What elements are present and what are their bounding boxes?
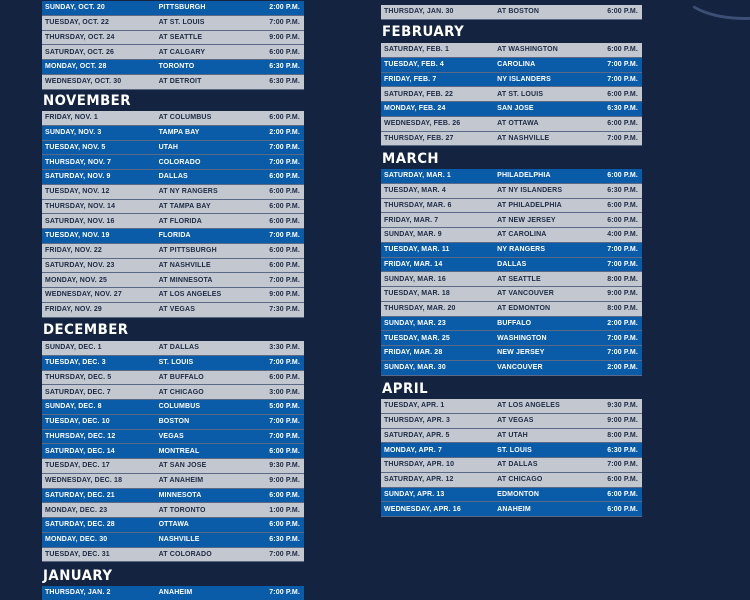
game-date: TUESDAY, MAR. 25 [384, 334, 450, 342]
game-date: FRIDAY, MAR. 14 [384, 260, 443, 268]
game-opponent: ANAHEIM [497, 505, 531, 513]
game-date: SATURDAY, NOV. 9 [45, 173, 111, 181]
game-opponent: AT UTAH [497, 431, 528, 439]
game-time: 6:00 P.M. [269, 188, 300, 196]
march-block [381, 169, 642, 376]
game-time: 7:30 P.M. [269, 306, 300, 314]
game-opponent: TAMPA BAY [158, 129, 200, 137]
game-row [42, 503, 304, 518]
game-date: FRIDAY, NOV. 1 [45, 114, 98, 122]
game-opponent: WASHINGTON [497, 334, 547, 342]
game-opponent: ST. LOUIS [497, 446, 532, 454]
game-time: 6:00 P.M. [269, 48, 300, 56]
decorative-arc [680, 0, 750, 20]
game-opponent: AT SEATTLE [158, 33, 203, 41]
game-row [42, 385, 304, 400]
game-time: 6:30 P.M. [269, 63, 300, 71]
game-opponent: AT LOS ANGELES [158, 291, 222, 299]
game-time: 6:00 P.M. [607, 490, 638, 498]
game-row [42, 273, 304, 288]
game-opponent: VEGAS [158, 432, 184, 440]
game-opponent: AT BOSTON [497, 8, 540, 16]
game-time: 3:00 P.M. [269, 388, 300, 396]
game-opponent: AT NEW JERSEY [497, 216, 556, 224]
game-opponent: AT NY ISLANDERS [497, 187, 563, 195]
game-date: FRIDAY, MAR. 7 [384, 216, 439, 224]
game-date: SATURDAY, DEC. 14 [45, 447, 115, 455]
game-time: 7:00 P.M. [269, 158, 300, 166]
game-row [381, 443, 642, 458]
game-opponent: AT WASHINGTON [497, 46, 558, 54]
game-date: SATURDAY, DEC. 7 [45, 388, 111, 396]
game-opponent: COLORADO [158, 158, 201, 166]
game-row [381, 184, 642, 199]
game-row [42, 244, 304, 259]
game-row [42, 341, 304, 356]
game-date: TUESDAY, DEC. 31 [45, 550, 110, 558]
game-row [381, 73, 642, 88]
game-row [381, 199, 642, 214]
game-time: 9:00 P.M. [607, 290, 638, 298]
game-time: 6:30 P.M. [269, 536, 300, 544]
game-date: THURSDAY, OCT. 24 [45, 33, 115, 41]
game-date: THURSDAY, MAR. 20 [384, 305, 456, 313]
game-row [381, 169, 642, 184]
game-date: SUNDAY, APR. 13 [384, 490, 445, 498]
game-opponent: TORONTO [158, 63, 195, 71]
game-time: 9:00 P.M. [269, 33, 300, 41]
game-time: 6:00 P.M. [269, 202, 300, 210]
game-row [381, 488, 642, 503]
game-date: TUESDAY, NOV. 19 [45, 232, 110, 240]
game-opponent: AT TAMPA BAY [158, 202, 211, 210]
game-date: TUESDAY, DEC. 10 [45, 418, 110, 426]
game-date: THURSDAY, APR. 10 [384, 461, 455, 469]
game-row [381, 287, 642, 302]
game-date: SUNDAY, MAR. 30 [384, 364, 446, 372]
game-date: THURSDAY, JAN. 30 [384, 8, 454, 16]
game-opponent: COLUMBUS [158, 403, 201, 411]
game-opponent: AT VANCOUVER [497, 290, 554, 298]
game-date: THURSDAY, FEB. 27 [384, 134, 454, 142]
game-opponent: PITTSBURGH [158, 4, 206, 12]
game-date: SATURDAY, NOV. 23 [45, 261, 115, 269]
game-row [381, 317, 642, 332]
game-date: THURSDAY, APR. 3 [384, 417, 451, 425]
game-date: TUESDAY, DEC. 17 [45, 462, 110, 470]
game-date: FRIDAY, MAR. 28 [384, 349, 443, 357]
december-block [42, 341, 304, 562]
game-row [381, 414, 642, 429]
game-time: 6:00 P.M. [269, 261, 300, 269]
game-opponent: DALLAS [158, 173, 188, 181]
game-date: SUNDAY, MAR. 16 [384, 275, 446, 283]
game-time: 6:00 P.M. [607, 216, 638, 224]
game-time: 7:00 P.M. [269, 589, 300, 597]
game-opponent: NY ISLANDERS [497, 75, 551, 83]
game-time: 6:30 P.M. [607, 105, 638, 113]
game-opponent: BUFFALO [497, 319, 532, 327]
game-time: 7:00 P.M. [269, 359, 300, 367]
game-opponent: NY RANGERS [497, 246, 546, 254]
game-time: 6:00 P.M. [607, 476, 638, 484]
game-date: FRIDAY, NOV. 29 [45, 306, 102, 314]
game-date: THURSDAY, NOV. 14 [45, 202, 116, 210]
game-time: 6:30 P.M. [607, 187, 638, 195]
game-opponent: EDMONTON [497, 490, 540, 498]
game-time: 7:00 P.M. [607, 246, 638, 254]
game-row [42, 430, 304, 445]
game-date: TUESDAY, NOV. 5 [45, 143, 106, 151]
game-opponent: AT PITTSBURGH [158, 247, 217, 255]
game-opponent: AT SEATTLE [497, 275, 541, 283]
game-date: TUESDAY, OCT. 22 [45, 19, 109, 27]
game-row [42, 356, 304, 371]
game-time: 6:00 P.M. [269, 247, 300, 255]
game-row [381, 132, 642, 147]
game-time: 7:00 P.M. [269, 550, 300, 558]
game-row [381, 58, 642, 73]
game-date: THURSDAY, MAR. 6 [384, 201, 452, 209]
game-time: 6:00 P.M. [269, 447, 300, 455]
game-row [42, 1, 304, 16]
game-time: 2:00 P.M. [269, 4, 300, 12]
month-title-november: NOVEMBER [43, 93, 131, 109]
game-time: 6:00 P.M. [607, 505, 638, 513]
game-time: 9:30 P.M. [269, 462, 300, 470]
game-date: THURSDAY, DEC. 12 [45, 432, 116, 440]
game-opponent: AT NASHVILLE [497, 134, 550, 142]
game-time: 7:00 P.M. [269, 276, 300, 284]
game-opponent: AT NASHVILLE [158, 261, 211, 269]
game-opponent: FLORIDA [158, 232, 191, 240]
game-row [381, 43, 642, 58]
game-date: FRIDAY, FEB. 7 [384, 75, 437, 83]
game-date: TUESDAY, NOV. 12 [45, 188, 110, 196]
game-date: THURSDAY, DEC. 5 [45, 373, 112, 381]
game-row [42, 288, 304, 303]
game-row [42, 75, 304, 90]
game-date: FRIDAY, NOV. 22 [45, 247, 102, 255]
game-date: SATURDAY, FEB. 1 [384, 46, 450, 54]
game-time: 6:30 P.M. [269, 78, 300, 86]
game-date: MONDAY, FEB. 24 [384, 105, 446, 113]
game-time: 6:00 P.M. [607, 172, 638, 180]
game-row [42, 141, 304, 156]
month-title-april: APRIL [382, 381, 429, 397]
game-row [42, 415, 304, 430]
game-opponent: AT ANAHEIM [158, 477, 204, 485]
game-time: 5:00 P.M. [269, 403, 300, 411]
game-row [42, 303, 304, 318]
game-date: WEDNESDAY, OCT. 30 [45, 78, 122, 86]
game-opponent: MINNESOTA [158, 491, 202, 499]
game-date: SATURDAY, MAR. 1 [384, 172, 451, 180]
game-row [42, 586, 304, 600]
game-row [42, 371, 304, 386]
game-row [42, 474, 304, 489]
game-time: 6:00 P.M. [607, 46, 638, 54]
game-opponent: AT DALLAS [158, 344, 200, 352]
game-time: 2:00 P.M. [269, 129, 300, 137]
game-opponent: OTTAWA [158, 521, 189, 529]
game-time: 6:00 P.M. [607, 120, 638, 128]
game-time: 6:00 P.M. [269, 491, 300, 499]
january-end-block [381, 5, 642, 20]
game-date: MONDAY, APR. 7 [384, 446, 442, 454]
game-row [381, 102, 642, 117]
game-opponent: AT CHICAGO [497, 476, 543, 484]
game-date: SATURDAY, APR. 12 [384, 476, 454, 484]
game-opponent: VANCOUVER [497, 364, 543, 372]
game-row [381, 87, 642, 102]
game-time: 7:00 P.M. [269, 418, 300, 426]
game-row [381, 473, 642, 488]
game-opponent: AT FLORIDA [158, 217, 202, 225]
game-opponent: AT TORONTO [158, 506, 206, 514]
game-date: TUESDAY, MAR. 18 [384, 290, 450, 298]
month-title-february: FEBRUARY [382, 24, 465, 40]
game-opponent: AT CALGARY [158, 48, 206, 56]
game-row [381, 5, 642, 20]
game-opponent: SAN JOSE [497, 105, 534, 113]
game-date: WEDNESDAY, DEC. 18 [45, 477, 123, 485]
game-row [42, 111, 304, 126]
game-row [381, 228, 642, 243]
game-row [381, 243, 642, 258]
game-row [381, 258, 642, 273]
game-row [42, 518, 304, 533]
game-date: SATURDAY, OCT. 26 [45, 48, 115, 56]
game-row [381, 361, 642, 376]
january-block [42, 586, 304, 600]
game-row [42, 185, 304, 200]
game-time: 6:00 P.M. [607, 90, 638, 98]
game-opponent: AT OTTAWA [497, 120, 539, 128]
game-time: 3:30 P.M. [269, 344, 300, 352]
game-row [42, 459, 304, 474]
april-block [381, 399, 642, 517]
game-opponent: AT SAN JOSE [158, 462, 207, 470]
game-time: 9:00 P.M. [607, 417, 638, 425]
game-row [42, 155, 304, 170]
month-title-january: JANUARY [43, 568, 113, 584]
game-date: SUNDAY, DEC. 1 [45, 344, 102, 352]
game-opponent: AT PHILADELPHIA [497, 201, 562, 209]
game-date: SUNDAY, MAR. 9 [384, 231, 442, 239]
game-date: TUESDAY, MAR. 4 [384, 187, 446, 195]
game-time: 7:00 P.M. [607, 461, 638, 469]
game-time: 2:00 P.M. [607, 364, 638, 372]
game-row [381, 399, 642, 414]
game-time: 7:00 P.M. [269, 232, 300, 240]
game-row [42, 400, 304, 415]
game-date: SATURDAY, DEC. 21 [45, 491, 115, 499]
game-date: SATURDAY, APR. 5 [384, 431, 450, 439]
game-opponent: AT ST. LOUIS [497, 90, 544, 98]
game-time: 9:00 P.M. [269, 477, 300, 485]
game-row [42, 31, 304, 46]
game-opponent: AT NY RANGERS [158, 188, 218, 196]
game-row [42, 16, 304, 31]
game-date: SUNDAY, OCT. 20 [45, 4, 105, 12]
game-date: TUESDAY, MAR. 11 [384, 246, 450, 254]
game-time: 6:00 P.M. [269, 521, 300, 529]
month-title-march: MARCH [382, 151, 440, 167]
game-date: MONDAY, DEC. 23 [45, 506, 108, 514]
game-date: THURSDAY, JAN. 2 [45, 589, 111, 597]
game-opponent: ST. LOUIS [158, 359, 194, 367]
game-opponent: AT CHICAGO [158, 388, 204, 396]
month-title-december: DECEMBER [43, 322, 129, 338]
game-date: SATURDAY, DEC. 28 [45, 521, 115, 529]
game-row [381, 213, 642, 228]
game-time: 6:00 P.M. [269, 373, 300, 381]
game-opponent: AT VEGAS [158, 306, 196, 314]
game-row [42, 126, 304, 141]
game-time: 9:00 P.M. [269, 291, 300, 299]
game-row [381, 502, 642, 517]
game-row [42, 170, 304, 185]
game-date: THURSDAY, NOV. 7 [45, 158, 112, 166]
game-date: SUNDAY, MAR. 23 [384, 319, 446, 327]
game-opponent: AT CAROLINA [497, 231, 547, 239]
game-time: 6:00 P.M. [607, 201, 638, 209]
game-opponent: CAROLINA [497, 61, 536, 69]
game-opponent: AT BUFFALO [158, 373, 204, 381]
game-row [42, 60, 304, 75]
game-row [381, 302, 642, 317]
game-opponent: AT MINNESOTA [158, 276, 213, 284]
game-row [42, 489, 304, 504]
game-opponent: ANAHEIM [158, 589, 193, 597]
game-opponent: AT LOS ANGELES [497, 402, 560, 410]
game-row [42, 200, 304, 215]
game-opponent: UTAH [158, 143, 179, 151]
game-date: SATURDAY, NOV. 16 [45, 217, 115, 225]
game-row [42, 229, 304, 244]
game-opponent: BOSTON [158, 418, 190, 426]
game-time: 8:00 P.M. [607, 431, 638, 439]
game-row [42, 548, 304, 563]
game-opponent: AT DETROIT [158, 78, 202, 86]
game-row [381, 346, 642, 361]
game-date: MONDAY, DEC. 30 [45, 536, 108, 544]
game-opponent: AT VEGAS [497, 417, 534, 425]
game-time: 6:00 P.M. [269, 217, 300, 225]
february-block [381, 43, 642, 146]
november-block [42, 111, 304, 318]
october-block [42, 1, 304, 90]
game-time: 6:00 P.M. [269, 114, 300, 122]
game-time: 7:00 P.M. [607, 260, 638, 268]
game-date: WEDNESDAY, FEB. 26 [384, 120, 461, 128]
game-row [42, 533, 304, 548]
game-row [42, 45, 304, 60]
game-opponent: AT DALLAS [497, 461, 538, 469]
game-time: 6:00 P.M. [607, 8, 638, 16]
game-opponent: PHILADELPHIA [497, 172, 551, 180]
game-date: TUESDAY, APR. 1 [384, 402, 445, 410]
game-opponent: AT EDMONTON [497, 305, 551, 313]
game-time: 7:00 P.M. [607, 75, 638, 83]
game-opponent: AT ST. LOUIS [158, 19, 205, 27]
game-row [381, 272, 642, 287]
game-time: 4:00 P.M. [607, 231, 638, 239]
game-date: WEDNESDAY, APR. 16 [384, 505, 461, 513]
game-opponent: AT COLORADO [158, 550, 212, 558]
game-time: 8:00 P.M. [607, 275, 638, 283]
game-opponent: NASHVILLE [158, 536, 200, 544]
game-date: TUESDAY, DEC. 3 [45, 359, 106, 367]
game-time: 9:30 P.M. [607, 402, 638, 410]
game-date: MONDAY, NOV. 25 [45, 276, 108, 284]
game-date: SATURDAY, FEB. 22 [384, 90, 454, 98]
game-time: 7:00 P.M. [607, 134, 638, 142]
game-time: 2:00 P.M. [607, 319, 638, 327]
game-row [381, 429, 642, 444]
game-row [42, 444, 304, 459]
game-row [381, 331, 642, 346]
game-row [42, 259, 304, 274]
game-date: SUNDAY, DEC. 8 [45, 403, 102, 411]
game-row [381, 117, 642, 132]
game-opponent: DALLAS [497, 260, 527, 268]
game-time: 6:00 P.M. [269, 173, 300, 181]
game-row [381, 458, 642, 473]
game-time: 6:30 P.M. [607, 446, 638, 454]
game-opponent: NEW JERSEY [497, 349, 545, 357]
game-date: SUNDAY, NOV. 3 [45, 129, 102, 137]
game-date: WEDNESDAY, NOV. 27 [45, 291, 122, 299]
game-date: TUESDAY, FEB. 4 [384, 61, 444, 69]
game-time: 1:00 P.M. [269, 506, 300, 514]
game-time: 7:00 P.M. [269, 19, 300, 27]
game-opponent: AT COLUMBUS [158, 114, 212, 122]
game-time: 7:00 P.M. [607, 349, 638, 357]
game-row [42, 214, 304, 229]
game-time: 7:00 P.M. [269, 143, 300, 151]
game-time: 8:00 P.M. [607, 305, 638, 313]
game-time: 7:00 P.M. [607, 61, 638, 69]
game-time: 7:00 P.M. [269, 432, 300, 440]
game-opponent: MONTREAL [158, 447, 200, 455]
game-date: MONDAY, OCT. 28 [45, 63, 107, 71]
game-time: 7:00 P.M. [607, 334, 638, 342]
